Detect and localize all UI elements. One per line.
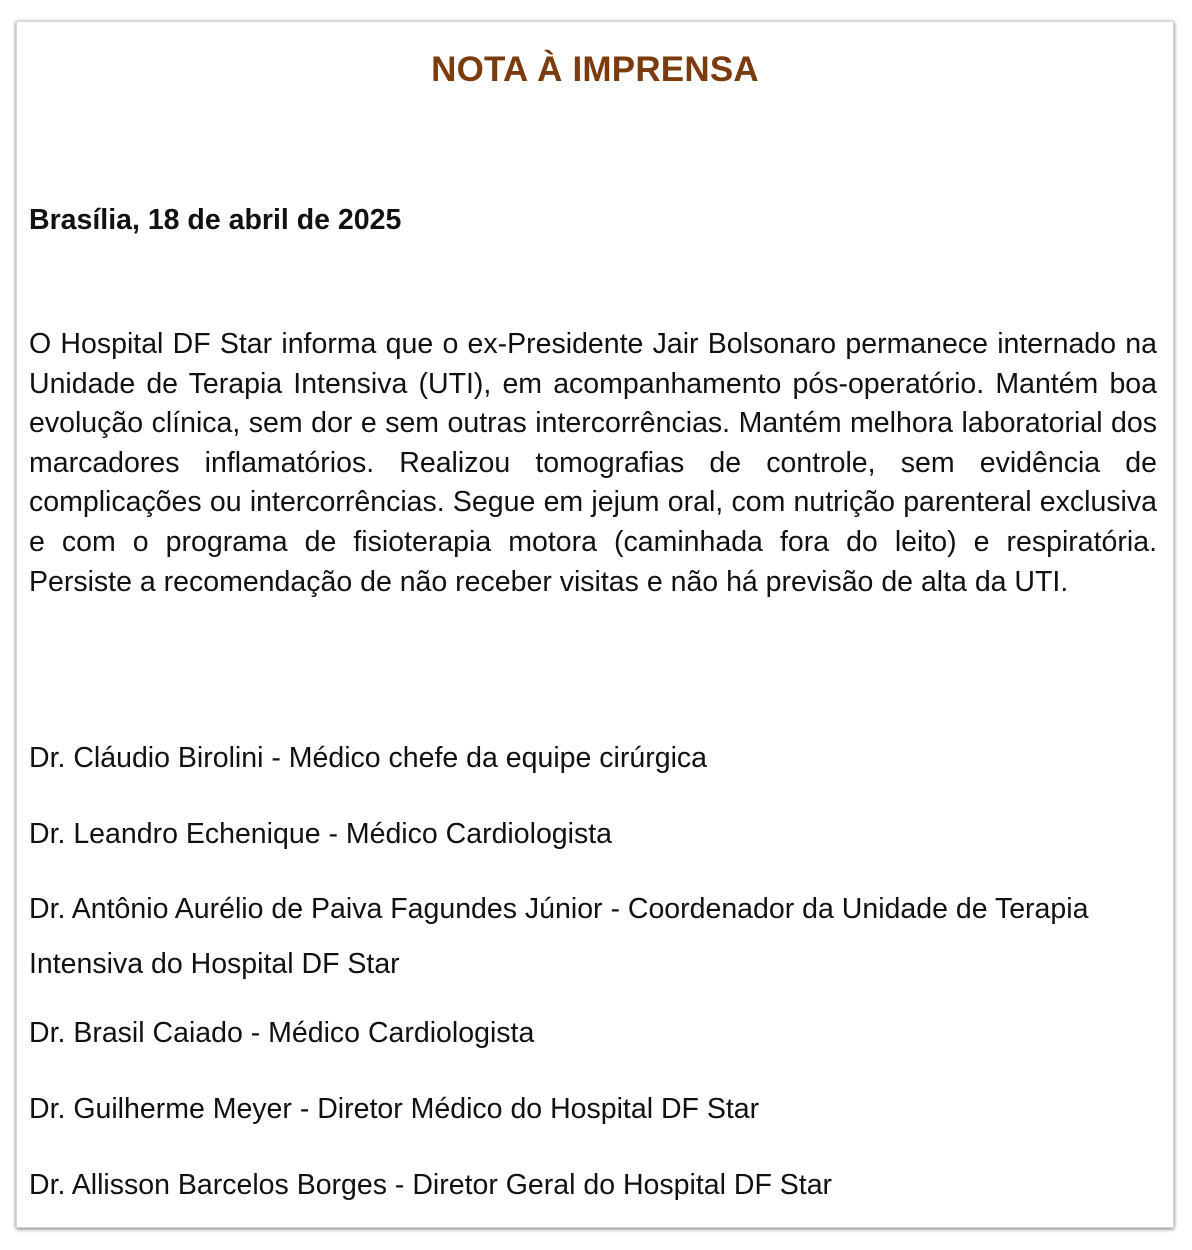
signature-item: Dr. Allisson Barcelos Borges - Diretor Geral do Hospital DF Star [29,1169,833,1201]
signature-item: Dr. Leandro Echenique - Médico Cardiologista [29,818,612,850]
signature-item: Dr. Antônio Aurélio de Paiva Fagundes Júnior - Coordenador da Unidade de Terapia Intensiva do Hospital DF Star [29,893,1089,980]
press-note-document [16,21,1174,1228]
document-title: NOTA À IMPRENSA [431,50,759,89]
document-date: Brasília, 18 de abril de 2025 [29,204,402,236]
document-body: O Hospital DF Star informa que o ex-Presidente Jair Bolsonaro permanece internado na Unidade de Terapia Intensiva (UTI), em acompanhamento pós-operatório. Mantém boa evolução clínica, sem dor e sem outras intercorrências. Mantém melhora laboratorial dos marcadores inflamatórios. Realizou tomografias de controle, sem evidência de complicações ou intercorrências. Segue em jejum oral, com nutrição parenteral exclusiva e com o programa de fisioterapia motora (caminhada fora do leito) e respiratória. Persiste a recomendação de não receber visitas e não há previsão de alta da UTI. [29,328,1157,598]
signature-item: Dr. Cláudio Birolini - Médico chefe da equipe cirúrgica [29,742,708,774]
signature-list [29,738,1157,1241]
signature-item: Dr. Guilherme Meyer - Diretor Médico do Hospital DF Star [29,1093,760,1125]
signature-item: Dr. Brasil Caiado - Médico Cardiologista [29,1017,535,1049]
